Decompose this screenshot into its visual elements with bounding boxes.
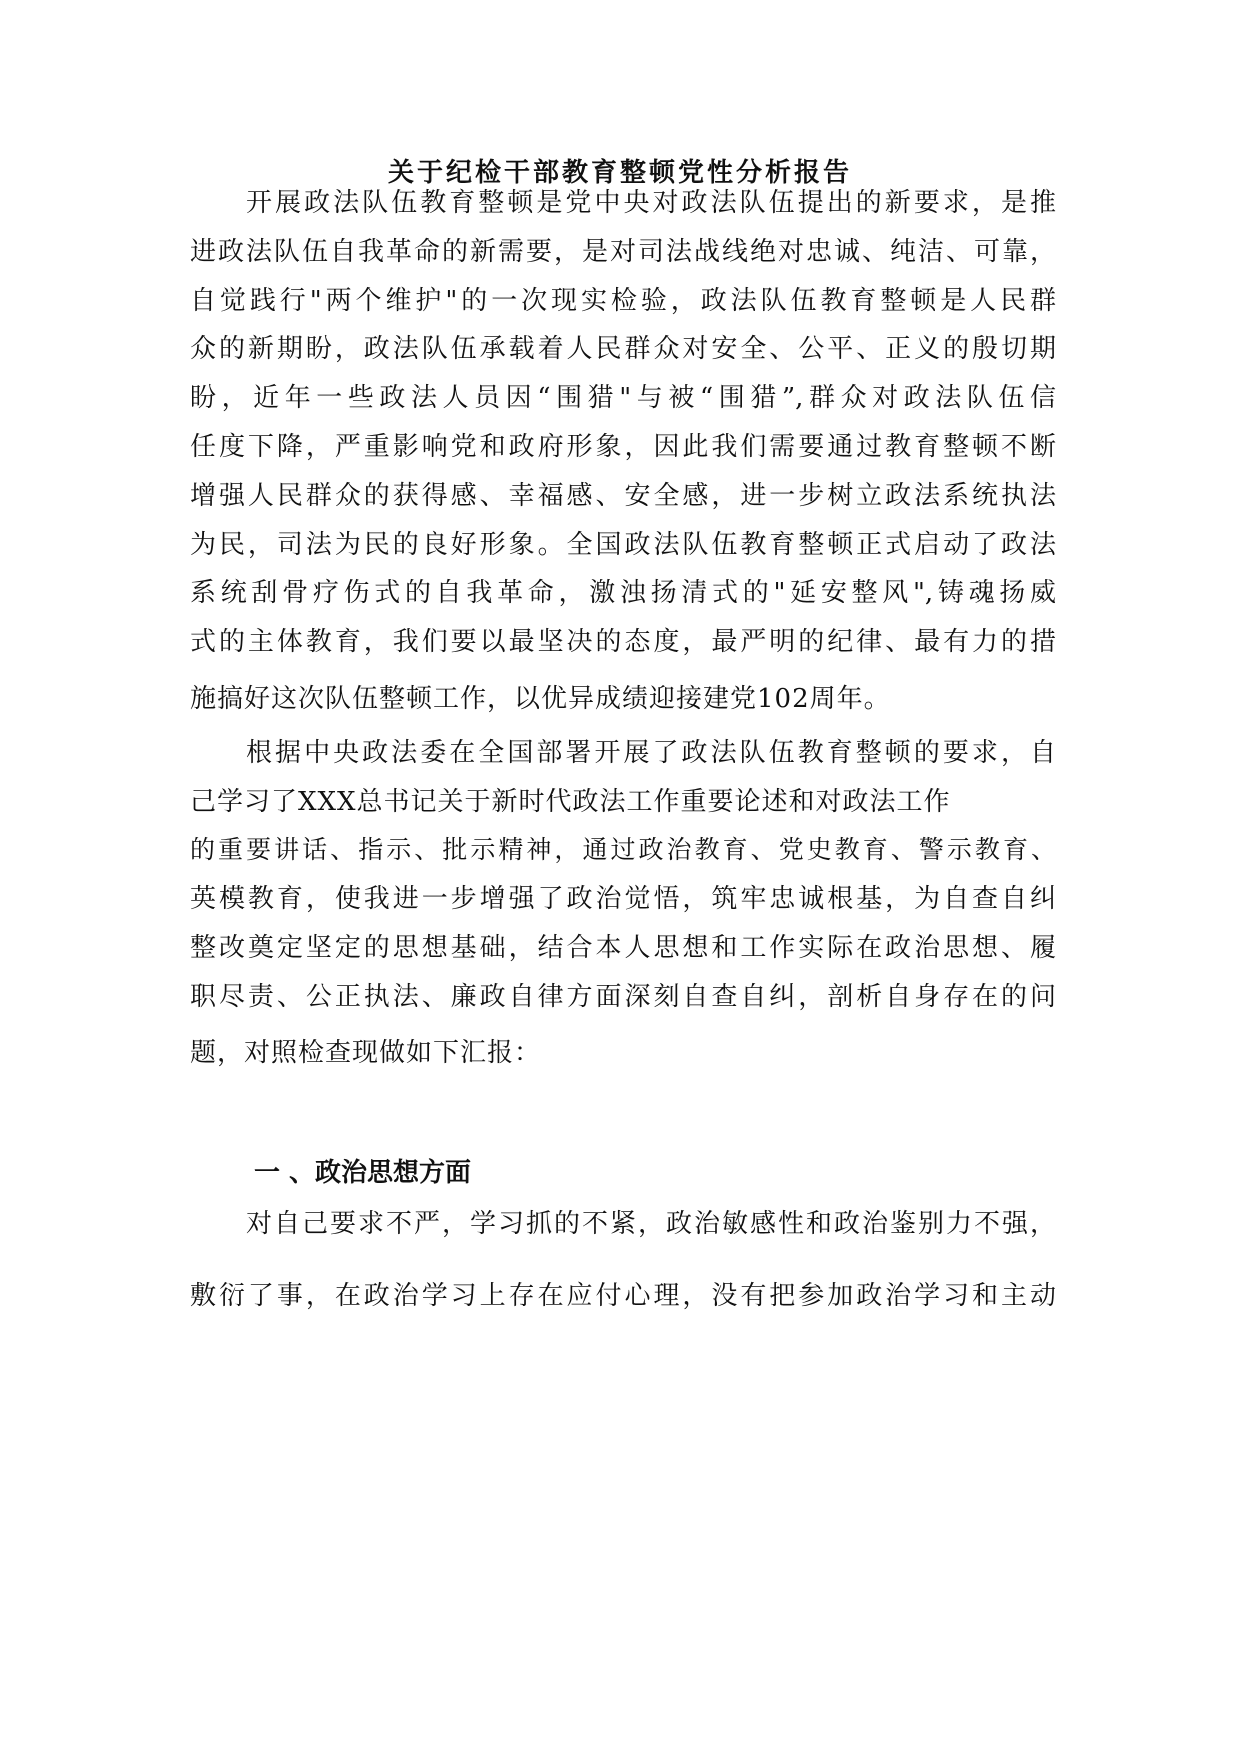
paragraph-1-line: 系统刮骨疗伤式的自我革命，激浊扬清式的"延安整风",铸魂扬威 bbox=[190, 578, 1056, 608]
paragraph-1-line: 开展政法队伍教育整顿是党中央对政法队伍提出的新要求，是推 bbox=[246, 188, 1056, 218]
paragraph-1-line: 式的主体教育，我们要以最坚决的态度，最严明的纪律、最有力的措 bbox=[190, 627, 1056, 657]
paragraph-1-line: 施搞好这次队伍整顿工作，以优异成绩迎接建党102周年。 bbox=[190, 684, 891, 714]
paragraph-2-line: 职尽责、公正执法、廉政自律方面深刻自查自纠，剖析自身存在的问 bbox=[190, 982, 1056, 1012]
paragraph-2-line: 己学习了XXX总书记关于新时代政法工作重要论述和对政法工作 bbox=[190, 787, 951, 817]
paragraph-1-line: 进政法队伍自我革命的新需要，是对司法战线绝对忠诚、纯洁、可靠， bbox=[190, 237, 1056, 267]
paragraph-1-line: 众的新期盼，政法队伍承载着人民群众对安全、公平、正义的殷切期 bbox=[190, 334, 1056, 364]
document-title: 关于纪检干部教育整顿党性分析报告 bbox=[387, 158, 852, 188]
paragraph-1-line: 增强人民群众的获得感、幸福感、安全感，进一步树立政法系统执法 bbox=[190, 481, 1056, 511]
paragraph-1-line: 自觉践行"两个维护"的一次现实检验，政法队伍教育整顿是人民群 bbox=[190, 286, 1056, 316]
paragraph-3-line: 敷衍了事，在政治学习上存在应付心理，没有把参加政治学习和主动 bbox=[190, 1281, 1056, 1311]
paragraph-2-line: 英模教育，使我进一步增强了政治觉悟，筑牢忠诚根基，为自查自纠 bbox=[190, 884, 1056, 914]
paragraph-2-line: 的重要讲话、指示、批示精神，通过政治教育、党史教育、警示教育、 bbox=[190, 835, 1056, 864]
section-heading: 一 、政治思想方面 bbox=[254, 1158, 472, 1188]
paragraph-2-line: 根据中央政法委在全国部署开展了政法队伍教育整顿的要求，自 bbox=[246, 738, 1056, 768]
paragraph-3-line: 对自己要求不严，学习抓的不紧，政治敏感性和政治鉴别力不强， bbox=[246, 1209, 1056, 1239]
paragraph-1-line: 任度下降，严重影响党和政府形象，因此我们需要通过教育整顿不断 bbox=[190, 432, 1056, 462]
paragraph-1-line: 盼，近年一些政法人员因“围猎"与被“围猎”,群众对政法队伍信 bbox=[190, 383, 1056, 413]
paragraph-2-line: 题，对照检查现做如下汇报： bbox=[190, 1038, 542, 1068]
paragraph-1-line: 为民，司法为民的良好形象。全国政法队伍教育整顿正式启动了政法 bbox=[190, 530, 1056, 560]
paragraph-2-line: 整改奠定坚定的思想基础，结合本人思想和工作实际在政治思想、履 bbox=[190, 933, 1056, 963]
